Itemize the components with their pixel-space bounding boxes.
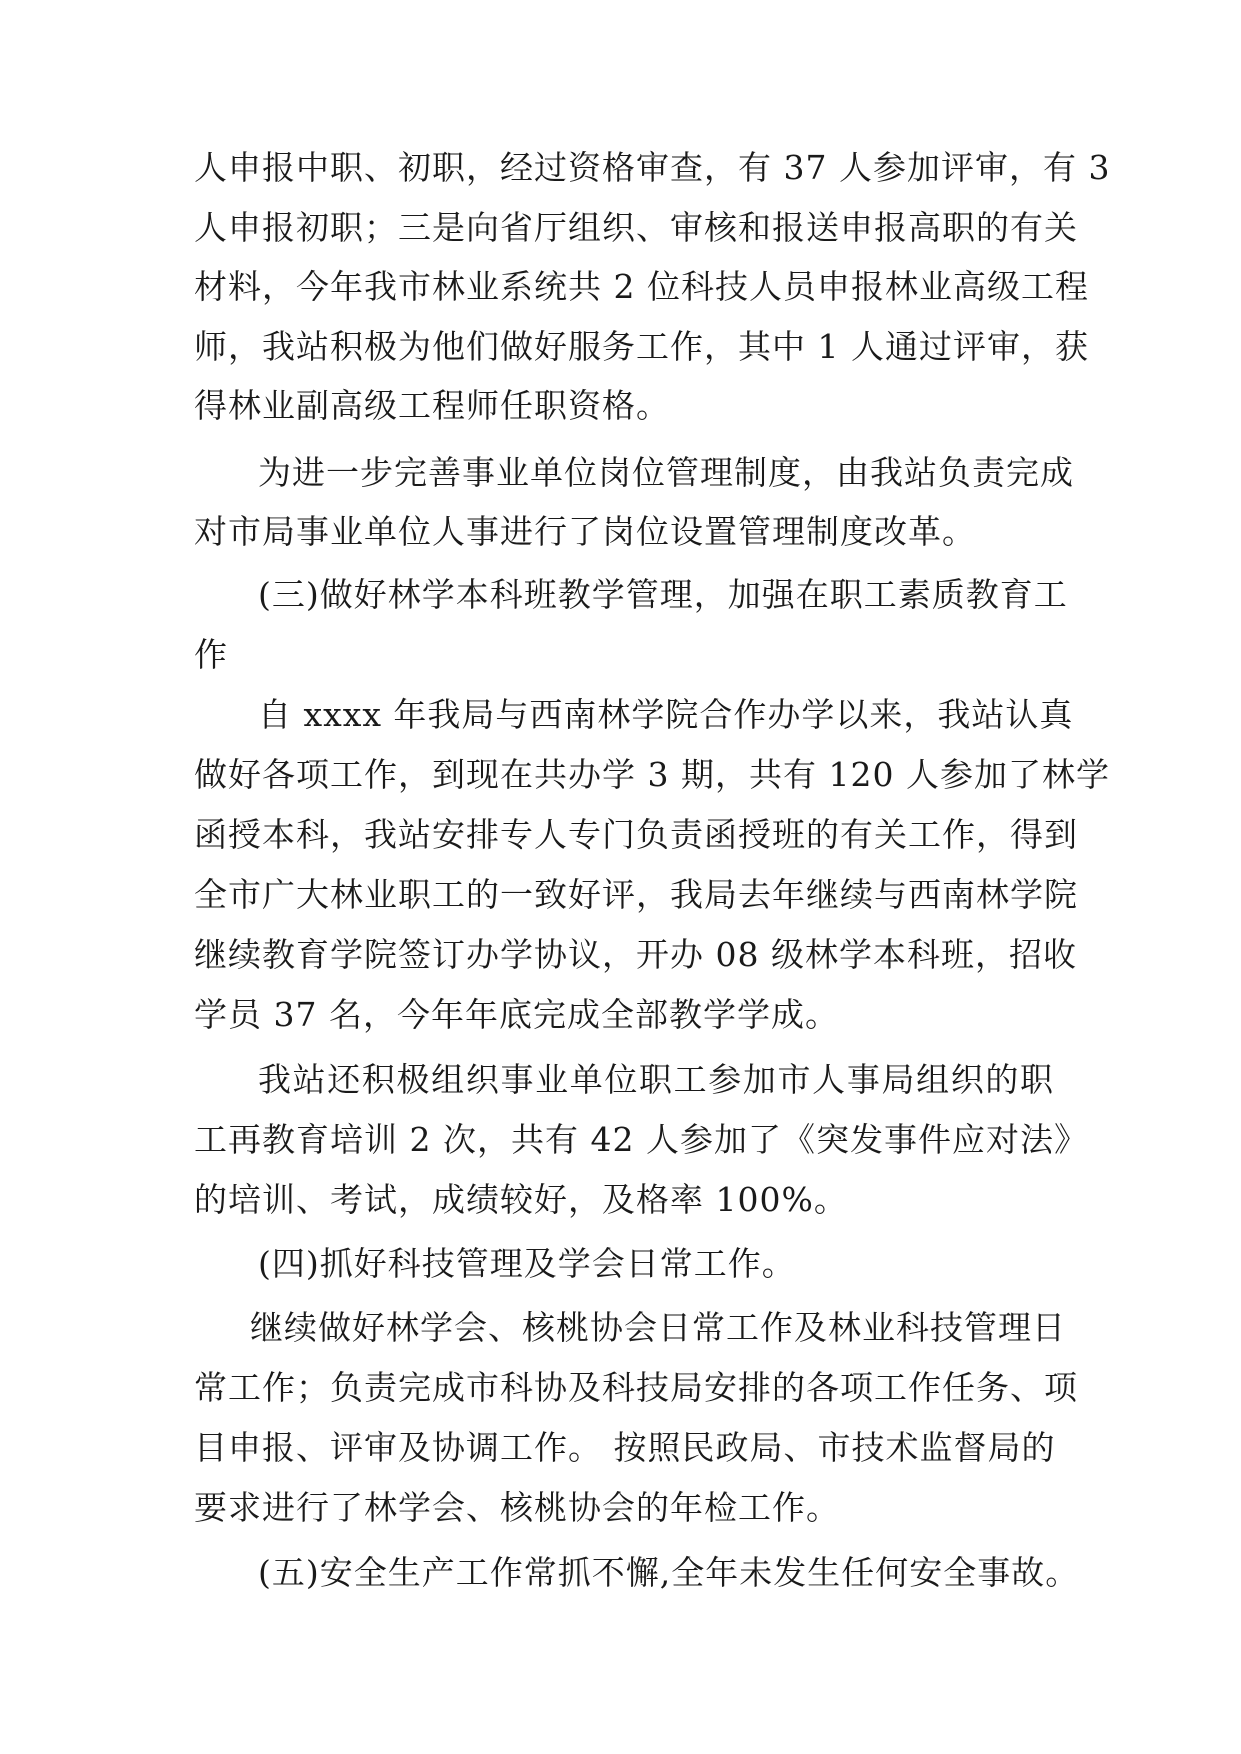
text-line: 学员 37 名，今年年底完成全部教学学成。 <box>194 995 839 1034</box>
section-heading-continuation: 作 <box>194 635 228 674</box>
text-line: 常工作；负责完成市科协及科技局安排的各项工作任务、项 <box>194 1368 1078 1407</box>
text-line: 得林业副高级工程师任职资格。 <box>194 386 670 425</box>
text-line: 继续教育学院签订办学协议，开办 08 级林学本科班，招收 <box>194 935 1077 974</box>
paragraph-first-line: 自 xxxx 年我局与西南林学院合作办学以来，我站认真 <box>258 695 1074 734</box>
section-heading: (五)安全生产工作常抓不懈,全年未发生任何安全事故。 <box>258 1553 1080 1592</box>
text-line: 工再教育培训 2 次，共有 42 人参加了《突发事件应对法》 <box>194 1120 1088 1159</box>
text-line: 要求进行了林学会、核桃协会的年检工作。 <box>194 1488 840 1527</box>
text-line: 人申报中职、初职，经过资格审查，有 37 人参加评审，有 3 <box>194 148 1111 187</box>
text-line: 材料，今年我市林业系统共 2 位科技人员申报林业高级工程 <box>194 267 1089 306</box>
text-line: 函授本科，我站安排专人专门负责函授班的有关工作，得到 <box>194 815 1078 854</box>
paragraph-first-line: 我站还积极组织事业单位职工参加市人事局组织的职 <box>258 1060 1054 1099</box>
text-line: 对市局事业单位人事进行了岗位设置管理制度改革。 <box>194 512 976 551</box>
paragraph-first-line: 为进一步完善事业单位岗位管理制度，由我站负责完成 <box>258 453 1074 492</box>
text-line: 全市广大林业职工的一致好评，我局去年继续与西南林学院 <box>194 875 1078 914</box>
section-heading: (三)做好林学本科班教学管理，加强在职工素质教育工 <box>258 575 1068 614</box>
paragraph-first-line: 继续做好林学会、核桃协会日常工作及林业科技管理日 <box>250 1308 1066 1347</box>
text-line: 的培训、考试，成绩较好，及格率 100%。 <box>194 1180 848 1219</box>
text-line: 做好各项工作，到现在共办学 3 期，共有 120 人参加了林学 <box>194 755 1110 794</box>
text-line: 师，我站积极为他们做好服务工作，其中 1 人通过评审，获 <box>194 327 1089 366</box>
text-line: 目申报、评审及协调工作。 按照民政局、市技术监督局的 <box>194 1428 1056 1467</box>
section-heading: (四)抓好科技管理及学会日常工作。 <box>258 1244 796 1283</box>
text-line: 人申报初职；三是向省厅组织、审核和报送申报高职的有关 <box>194 208 1078 247</box>
